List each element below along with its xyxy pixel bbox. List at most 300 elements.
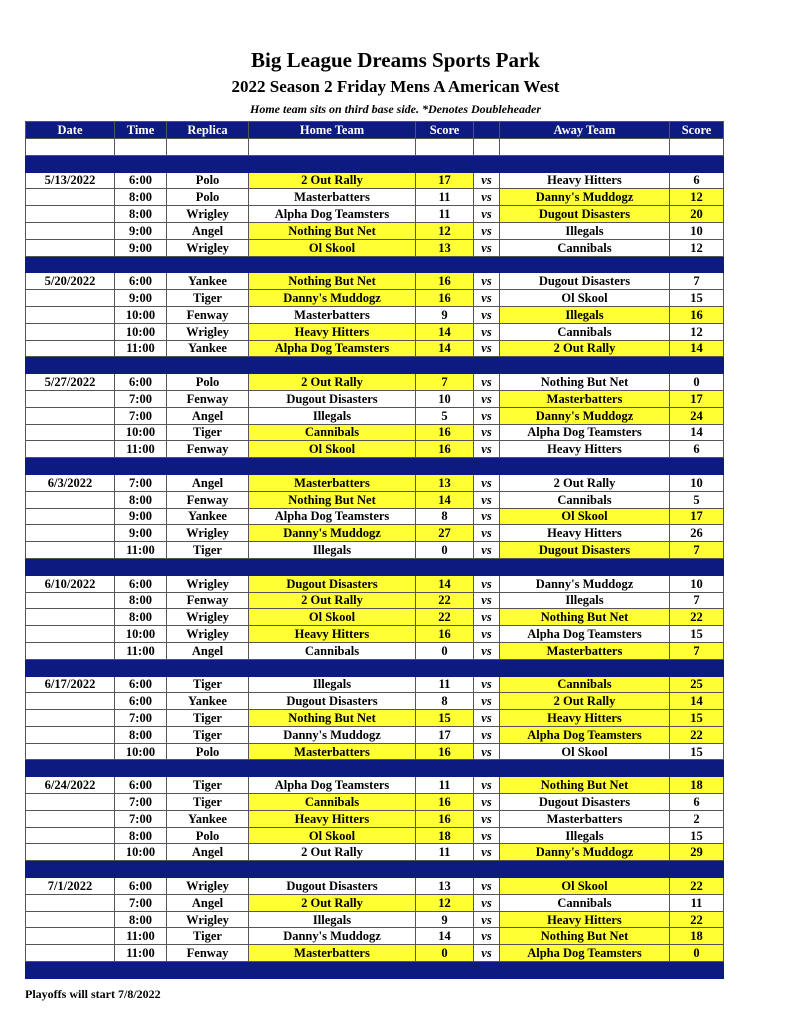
away-team-cell: Masterbatters xyxy=(500,642,670,659)
home-score-cell: 11 xyxy=(416,189,474,206)
game-row xyxy=(26,189,724,206)
time-cell: 10:00 xyxy=(115,306,167,323)
away-team-cell: Illegals xyxy=(500,306,670,323)
date-cell xyxy=(26,340,115,357)
away-team-cell: Nothing But Net xyxy=(500,777,670,794)
week-separator-cell xyxy=(416,962,474,979)
week-separator-cell xyxy=(416,558,474,575)
game-row xyxy=(26,323,724,340)
home-score-cell: 16 xyxy=(416,626,474,643)
away-score-cell: 17 xyxy=(670,508,724,525)
home-score-cell: 14 xyxy=(416,491,474,508)
col-date-header: Date xyxy=(26,122,115,139)
home-team-cell: Ol Skool xyxy=(249,827,416,844)
replica-cell: Wrigley xyxy=(167,525,249,542)
vs-cell: vs xyxy=(474,222,500,239)
replica-cell: Fenway xyxy=(167,945,249,962)
home-team-cell: Ol Skool xyxy=(249,609,416,626)
date-cell xyxy=(26,827,115,844)
week-separator-cell xyxy=(115,861,167,878)
game-row xyxy=(26,726,724,743)
date-cell: 6/3/2022 xyxy=(26,474,115,491)
week-separator-cell xyxy=(670,357,724,374)
week-separator-cell xyxy=(115,659,167,676)
away-score-cell: 22 xyxy=(670,878,724,895)
replica-cell: Angel xyxy=(167,844,249,861)
away-score-cell: 22 xyxy=(670,726,724,743)
replica-cell: Fenway xyxy=(167,441,249,458)
away-team-cell: Nothing But Net xyxy=(500,609,670,626)
date-cell xyxy=(26,642,115,659)
away-team-cell: Dugout Disasters xyxy=(500,542,670,559)
game-row xyxy=(26,894,724,911)
vs-cell: vs xyxy=(474,710,500,727)
page-note: Home team sits on third base side. *Denotes Doubleheader xyxy=(250,102,541,116)
week-separator-cell xyxy=(167,760,249,777)
vs-cell: vs xyxy=(474,172,500,189)
date-cell: 6/17/2022 xyxy=(26,676,115,693)
away-score-cell: 17 xyxy=(670,390,724,407)
date-cell xyxy=(26,491,115,508)
blank-row-cell xyxy=(500,139,670,156)
home-score-cell: 22 xyxy=(416,592,474,609)
time-cell: 6:00 xyxy=(115,172,167,189)
blank-row-cell xyxy=(249,139,416,156)
week-separator xyxy=(26,760,724,777)
replica-cell: Polo xyxy=(167,827,249,844)
game-row xyxy=(26,340,724,357)
vs-cell: vs xyxy=(474,827,500,844)
replica-cell: Angel xyxy=(167,222,249,239)
away-score-cell: 10 xyxy=(670,474,724,491)
home-score-cell: 12 xyxy=(416,222,474,239)
away-score-cell: 7 xyxy=(670,273,724,290)
away-team-cell: 2 Out Rally xyxy=(500,340,670,357)
week-separator-cell xyxy=(474,760,500,777)
away-team-cell: 2 Out Rally xyxy=(500,693,670,710)
home-score-cell: 16 xyxy=(416,743,474,760)
home-score-cell: 5 xyxy=(416,407,474,424)
home-score-cell: 9 xyxy=(416,911,474,928)
game-row xyxy=(26,626,724,643)
home-team-cell: Dugout Disasters xyxy=(249,575,416,592)
away-score-cell: 0 xyxy=(670,374,724,391)
away-score-cell: 6 xyxy=(670,794,724,811)
away-score-cell: 15 xyxy=(670,710,724,727)
week-separator-cell xyxy=(249,558,416,575)
game-row xyxy=(26,794,724,811)
time-cell: 11:00 xyxy=(115,642,167,659)
col-replica-header: Replica xyxy=(167,122,249,139)
week-separator-cell xyxy=(26,558,115,575)
time-cell: 8:00 xyxy=(115,206,167,223)
time-cell: 10:00 xyxy=(115,844,167,861)
vs-cell: vs xyxy=(474,323,500,340)
home-score-cell: 11 xyxy=(416,844,474,861)
home-score-cell: 16 xyxy=(416,273,474,290)
week-separator-cell xyxy=(416,458,474,475)
date-cell: 5/20/2022 xyxy=(26,273,115,290)
header-row xyxy=(26,122,724,139)
week-separator-cell xyxy=(249,155,416,172)
home-team-cell: Cannibals xyxy=(249,642,416,659)
game-row xyxy=(26,945,724,962)
home-team-cell: Dugout Disasters xyxy=(249,693,416,710)
away-score-cell: 11 xyxy=(670,894,724,911)
week-separator-cell xyxy=(500,659,670,676)
week-separator-cell xyxy=(115,558,167,575)
game-row xyxy=(26,743,724,760)
game-row xyxy=(26,273,724,290)
week-separator-cell xyxy=(167,357,249,374)
week-separator-cell xyxy=(670,659,724,676)
home-team-cell: Heavy Hitters xyxy=(249,626,416,643)
col-time-header: Time xyxy=(115,122,167,139)
game-row xyxy=(26,827,724,844)
home-team-cell: Heavy Hitters xyxy=(249,323,416,340)
time-cell: 11:00 xyxy=(115,542,167,559)
away-score-cell: 7 xyxy=(670,542,724,559)
away-score-cell: 0 xyxy=(670,945,724,962)
vs-cell: vs xyxy=(474,777,500,794)
away-score-cell: 7 xyxy=(670,592,724,609)
away-team-cell: Danny's Muddogz xyxy=(500,407,670,424)
game-row xyxy=(26,592,724,609)
away-score-cell: 29 xyxy=(670,844,724,861)
week-separator-cell xyxy=(167,155,249,172)
vs-cell: vs xyxy=(474,390,500,407)
home-score-cell: 8 xyxy=(416,508,474,525)
replica-cell: Wrigley xyxy=(167,626,249,643)
game-row xyxy=(26,239,724,256)
home-team-cell: Illegals xyxy=(249,911,416,928)
replica-cell: Fenway xyxy=(167,592,249,609)
game-row xyxy=(26,777,724,794)
week-separator xyxy=(26,659,724,676)
time-cell: 8:00 xyxy=(115,726,167,743)
vs-cell: vs xyxy=(474,945,500,962)
week-separator-cell xyxy=(474,155,500,172)
game-row xyxy=(26,575,724,592)
replica-cell: Angel xyxy=(167,894,249,911)
week-separator-cell xyxy=(115,760,167,777)
replica-cell: Yankee xyxy=(167,340,249,357)
week-separator-cell xyxy=(500,357,670,374)
week-separator-cell xyxy=(474,962,500,979)
away-score-cell: 12 xyxy=(670,323,724,340)
away-team-cell: Ol Skool xyxy=(500,743,670,760)
game-row xyxy=(26,525,724,542)
vs-cell: vs xyxy=(474,374,500,391)
blank-row xyxy=(26,139,724,156)
week-separator-cell xyxy=(249,760,416,777)
week-separator-cell xyxy=(670,861,724,878)
away-score-cell: 24 xyxy=(670,407,724,424)
week-separator-cell xyxy=(416,659,474,676)
vs-cell: vs xyxy=(474,474,500,491)
home-team-cell: Alpha Dog Teamsters xyxy=(249,340,416,357)
away-score-cell: 15 xyxy=(670,827,724,844)
home-score-cell: 8 xyxy=(416,693,474,710)
replica-cell: Wrigley xyxy=(167,239,249,256)
game-row xyxy=(26,306,724,323)
game-row xyxy=(26,441,724,458)
week-separator-cell xyxy=(500,760,670,777)
game-row xyxy=(26,222,724,239)
home-team-cell: Danny's Muddogz xyxy=(249,525,416,542)
home-score-cell: 16 xyxy=(416,794,474,811)
replica-cell: Fenway xyxy=(167,390,249,407)
vs-cell: vs xyxy=(474,609,500,626)
date-cell xyxy=(26,810,115,827)
game-row xyxy=(26,424,724,441)
date-cell xyxy=(26,693,115,710)
vs-cell: vs xyxy=(474,794,500,811)
time-cell: 9:00 xyxy=(115,525,167,542)
week-separator-cell xyxy=(416,155,474,172)
week-separator-cell xyxy=(474,357,500,374)
week-separator-cell xyxy=(249,256,416,273)
away-team-cell: Dugout Disasters xyxy=(500,273,670,290)
time-cell: 8:00 xyxy=(115,592,167,609)
vs-cell: vs xyxy=(474,424,500,441)
away-score-cell: 14 xyxy=(670,424,724,441)
home-team-cell: Masterbatters xyxy=(249,743,416,760)
home-team-cell: Alpha Dog Teamsters xyxy=(249,777,416,794)
replica-cell: Wrigley xyxy=(167,878,249,895)
blank-row-cell xyxy=(416,139,474,156)
home-team-cell: Illegals xyxy=(249,676,416,693)
time-cell: 8:00 xyxy=(115,189,167,206)
home-team-cell: Ol Skool xyxy=(249,441,416,458)
away-team-cell: Ol Skool xyxy=(500,878,670,895)
vs-cell: vs xyxy=(474,290,500,307)
away-team-cell: Ol Skool xyxy=(500,290,670,307)
away-score-cell: 2 xyxy=(670,810,724,827)
home-score-cell: 7 xyxy=(416,374,474,391)
away-score-cell: 10 xyxy=(670,575,724,592)
home-score-cell: 10 xyxy=(416,390,474,407)
home-score-cell: 14 xyxy=(416,575,474,592)
away-team-cell: Danny's Muddogz xyxy=(500,575,670,592)
week-separator-cell xyxy=(500,861,670,878)
vs-cell: vs xyxy=(474,592,500,609)
schedule-body xyxy=(26,139,724,979)
away-team-cell: Cannibals xyxy=(500,323,670,340)
vs-cell: vs xyxy=(474,693,500,710)
game-row xyxy=(26,172,724,189)
vs-cell: vs xyxy=(474,206,500,223)
away-team-cell: Heavy Hitters xyxy=(500,172,670,189)
replica-cell: Tiger xyxy=(167,424,249,441)
away-team-cell: Illegals xyxy=(500,827,670,844)
replica-cell: Tiger xyxy=(167,290,249,307)
away-team-cell: Ol Skool xyxy=(500,508,670,525)
home-score-cell: 11 xyxy=(416,206,474,223)
home-team-cell: Illegals xyxy=(249,407,416,424)
col-home-header: Home Team xyxy=(249,122,416,139)
week-separator-cell xyxy=(670,458,724,475)
away-team-cell: Heavy Hitters xyxy=(500,525,670,542)
week-separator-cell xyxy=(474,558,500,575)
home-score-cell: 27 xyxy=(416,525,474,542)
home-score-cell: 16 xyxy=(416,290,474,307)
week-separator-cell xyxy=(474,861,500,878)
date-cell: 5/13/2022 xyxy=(26,172,115,189)
game-row xyxy=(26,609,724,626)
date-cell xyxy=(26,542,115,559)
vs-cell: vs xyxy=(474,928,500,945)
game-row xyxy=(26,710,724,727)
replica-cell: Wrigley xyxy=(167,206,249,223)
away-score-cell: 15 xyxy=(670,626,724,643)
home-score-cell: 13 xyxy=(416,878,474,895)
time-cell: 10:00 xyxy=(115,743,167,760)
week-separator xyxy=(26,256,724,273)
date-cell xyxy=(26,189,115,206)
home-team-cell: 2 Out Rally xyxy=(249,844,416,861)
replica-cell: Fenway xyxy=(167,306,249,323)
date-cell xyxy=(26,743,115,760)
time-cell: 8:00 xyxy=(115,911,167,928)
date-cell xyxy=(26,441,115,458)
game-row xyxy=(26,928,724,945)
week-separator-cell xyxy=(26,760,115,777)
week-separator xyxy=(26,155,724,172)
home-score-cell: 14 xyxy=(416,323,474,340)
away-team-cell: Cannibals xyxy=(500,491,670,508)
away-team-cell: 2 Out Rally xyxy=(500,474,670,491)
date-cell xyxy=(26,424,115,441)
week-separator xyxy=(26,962,724,979)
date-cell xyxy=(26,508,115,525)
date-cell xyxy=(26,407,115,424)
away-team-cell: Illegals xyxy=(500,222,670,239)
replica-cell: Polo xyxy=(167,189,249,206)
blank-row-cell xyxy=(167,139,249,156)
home-team-cell: Alpha Dog Teamsters xyxy=(249,508,416,525)
week-separator-cell xyxy=(670,155,724,172)
home-score-cell: 14 xyxy=(416,928,474,945)
home-score-cell: 22 xyxy=(416,609,474,626)
replica-cell: Polo xyxy=(167,743,249,760)
vs-cell: vs xyxy=(474,542,500,559)
away-team-cell: Dugout Disasters xyxy=(500,794,670,811)
home-score-cell: 13 xyxy=(416,239,474,256)
vs-cell: vs xyxy=(474,508,500,525)
vs-cell: vs xyxy=(474,676,500,693)
week-separator-cell xyxy=(500,458,670,475)
col-away-score-header: Score xyxy=(670,122,724,139)
replica-cell: Angel xyxy=(167,642,249,659)
week-separator-cell xyxy=(670,962,724,979)
game-row xyxy=(26,474,724,491)
home-team-cell: Nothing But Net xyxy=(249,491,416,508)
time-cell: 9:00 xyxy=(115,290,167,307)
week-separator-cell xyxy=(26,357,115,374)
away-score-cell: 14 xyxy=(670,693,724,710)
week-separator xyxy=(26,357,724,374)
week-separator-cell xyxy=(167,962,249,979)
game-row xyxy=(26,542,724,559)
date-cell xyxy=(26,609,115,626)
week-separator-cell xyxy=(249,357,416,374)
away-team-cell: Alpha Dog Teamsters xyxy=(500,945,670,962)
time-cell: 6:00 xyxy=(115,777,167,794)
time-cell: 7:00 xyxy=(115,810,167,827)
footer-note: Playoffs will start 7/8/2022 xyxy=(25,987,161,1001)
home-team-cell: Nothing But Net xyxy=(249,710,416,727)
game-row xyxy=(26,390,724,407)
time-cell: 10:00 xyxy=(115,424,167,441)
week-separator-cell xyxy=(115,458,167,475)
vs-cell: vs xyxy=(474,642,500,659)
vs-cell: vs xyxy=(474,441,500,458)
away-score-cell: 25 xyxy=(670,676,724,693)
vs-cell: vs xyxy=(474,407,500,424)
time-cell: 6:00 xyxy=(115,676,167,693)
date-cell xyxy=(26,928,115,945)
time-cell: 6:00 xyxy=(115,693,167,710)
game-row xyxy=(26,878,724,895)
date-cell xyxy=(26,911,115,928)
page-subtitle: 2022 Season 2 Friday Mens A American West xyxy=(231,77,560,96)
week-separator-cell xyxy=(167,861,249,878)
time-cell: 7:00 xyxy=(115,390,167,407)
home-score-cell: 16 xyxy=(416,424,474,441)
vs-cell: vs xyxy=(474,743,500,760)
home-team-cell: Nothing But Net xyxy=(249,273,416,290)
date-cell xyxy=(26,222,115,239)
week-separator-cell xyxy=(500,558,670,575)
page-title: Big League Dreams Sports Park xyxy=(251,48,540,72)
time-cell: 11:00 xyxy=(115,340,167,357)
time-cell: 7:00 xyxy=(115,794,167,811)
home-team-cell: Danny's Muddogz xyxy=(249,726,416,743)
vs-cell: vs xyxy=(474,726,500,743)
away-team-cell: Masterbatters xyxy=(500,810,670,827)
week-separator-cell xyxy=(416,256,474,273)
week-separator-cell xyxy=(26,256,115,273)
week-separator-cell xyxy=(249,962,416,979)
blank-row-cell xyxy=(26,139,115,156)
game-row xyxy=(26,642,724,659)
game-row xyxy=(26,693,724,710)
game-row xyxy=(26,491,724,508)
week-separator-cell xyxy=(167,558,249,575)
home-team-cell: Dugout Disasters xyxy=(249,878,416,895)
week-separator-cell xyxy=(26,962,115,979)
time-cell: 7:00 xyxy=(115,407,167,424)
vs-cell: vs xyxy=(474,575,500,592)
week-separator-cell xyxy=(26,458,115,475)
home-score-cell: 16 xyxy=(416,810,474,827)
home-team-cell: Masterbatters xyxy=(249,306,416,323)
replica-cell: Tiger xyxy=(167,676,249,693)
col-vs-header xyxy=(474,122,500,139)
week-separator xyxy=(26,558,724,575)
replica-cell: Wrigley xyxy=(167,323,249,340)
away-team-cell: Alpha Dog Teamsters xyxy=(500,424,670,441)
week-separator-cell xyxy=(474,256,500,273)
away-team-cell: Cannibals xyxy=(500,676,670,693)
away-score-cell: 12 xyxy=(670,189,724,206)
time-cell: 8:00 xyxy=(115,491,167,508)
home-team-cell: Masterbatters xyxy=(249,189,416,206)
replica-cell: Tiger xyxy=(167,794,249,811)
week-separator-cell xyxy=(500,256,670,273)
away-team-cell: Masterbatters xyxy=(500,390,670,407)
